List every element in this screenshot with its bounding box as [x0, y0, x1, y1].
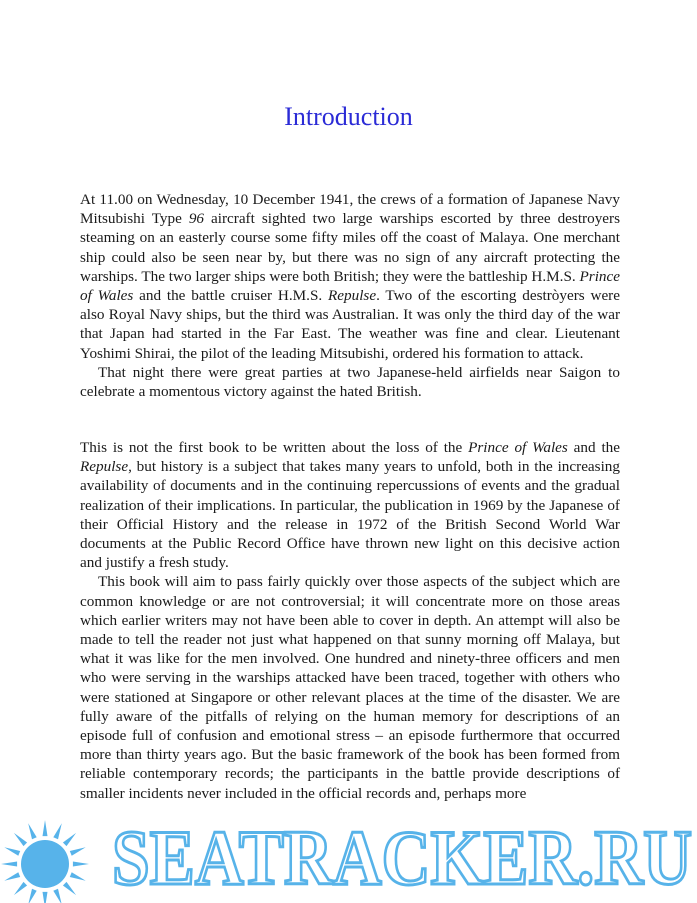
text-segment: . Two of the escorting destròyers were also Royal Navy ships, but the third was Australian. It was only the third day of the war that Japan had started in the Far East. The weather was fine and clear. Lieutenant Yoshimi Shirai, the pilot of the leading Mitsubishi, ordered his formation to attack.: [80, 287, 620, 362]
text-segment: aircraft sighted two large warships escorted by three destroyers steaming on an easterly course some fifty miles off the coast of Malaya. One merchant ship could also be seen near by, but there was no sign of any aircraft protecting the warships. The two larger ships were both British; they were the battleship H.M.S.: [80, 210, 620, 285]
italic-text: 96: [188, 210, 205, 228]
italic-text: Repulse: [80, 458, 129, 476]
text-segment: and the battle cruiser H.M.S.: [133, 287, 328, 305]
section-2: [80, 438, 620, 803]
sun-icon: [1, 820, 89, 903]
section-1: [80, 190, 620, 401]
page-title: Introduction: [284, 102, 413, 131]
text-segment: , but history is a subject that takes many years to unfold, both in the increasing availability of documents and in the continuing repercussions of events and the gradual realization of their implications. In particular, the publication in 1969 by the Japanese of their Official History and the release in 1972 of the British Second World War documents at the Public Record Office have thrown new light on this decisive action and justify a fresh study.: [80, 458, 620, 572]
paragraph-4: This book will aim to pass fairly quickly over those aspects of the subject which are common knowledge or are not controversial; it will concentrate more on those areas which earlier writers may not have been able to cover in depth. An attempt will also be made to tell the reader not just what happened on that sunny morning off Malaya, but what it was like for the men involved. One hundred and ninety-three officers and men who were serving in the warships attacked have been traced, together with others who were stationed at Singapore or other relevant places at the time of the disaster. We are fully aware of the pitfalls of relying on the human memory for descriptions of an episode full of confusion and emotional stress – an episode furthermore that occurred more than thirty years ago. But the basic framework of the book has been formed from reliable contemporary records; the participants in the battle provide descriptions of smaller incidents never included in the official records and, perhaps more: [80, 573, 620, 802]
italic-text: Prince of Wales: [468, 439, 568, 456]
text-segment: This is not the first book to be written about the loss of the: [80, 439, 469, 456]
watermark-logo: [0, 812, 697, 903]
paragraph-3: [80, 438, 620, 572]
text-segment: At 11.00 on Wednesday, 10 December 1941, the crews of a formation of Japanese Navy Mitsubishi Type: [80, 191, 620, 228]
text-segment: and the: [567, 439, 621, 456]
paragraph-2: That night there were great parties at two Japanese-held airfields near Saigon to celebrate a momentous victory against the hated British.: [80, 363, 620, 401]
watermark-text: SEATRACKER.RU: [112, 814, 692, 901]
italic-text: Repulse: [328, 287, 377, 305]
paragraph-1: [80, 190, 620, 363]
italic-text: Prince of Wales: [80, 267, 620, 305]
